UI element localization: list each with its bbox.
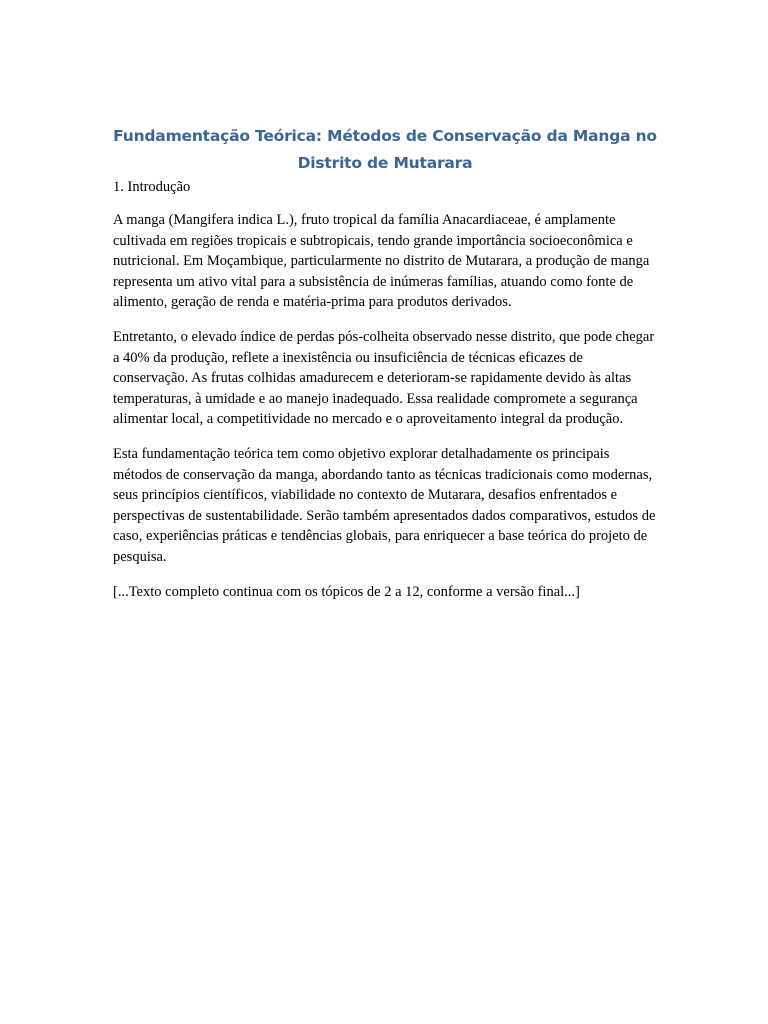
- paragraph-1: A manga (Mangifera indica L.), fruto tropical da família Anacardiaceae, é amplamente cultivada em regiões tropicais e subtropicais, tendo grande importância socioeconômica e nutricional. Em Moçambique, particularmente no distrito de Mutarara, a produção de manga representa um ativo vital para a subsistência de inúmeras famílias, atuando como fonte de alimento, geração de renda e matéria-prima para produtos derivados.: [113, 212, 650, 311]
- paragraph-2: Entretanto, o elevado índice de perdas pós-colheita observado nesse distrito, que pode chegar a 40% da produção, reflete a inexistência ou insuficiência de técnicas eficazes de conservação. As frutas colhidas amadurecem e deterioram-se rapidamente devido às altas temperaturas, à umidade e ao manejo inadequado. Essa realidade compromete a segurança alimentar local, a competitividade no mercado e o aproveitamento integral da produção.: [113, 328, 655, 428]
- paragraph-continuation-note: [...Texto completo continua com os tópicos de 2 a 12, conforme a versão final...]: [113, 583, 580, 600]
- document-title: Fundamentação Teórica: Métodos de Conservação da Manga no Distrito de Mutarara: [113, 127, 657, 172]
- section-heading-introduction: 1. Introdução: [113, 179, 191, 195]
- document-body: [113, 123, 657, 616]
- paragraph-3: Esta fundamentação teórica tem como objetivo explorar detalhadamente os principais métodos de conservação da manga, abordando tanto as técnicas tradicionais como modernas, seus princípios científicos, viabilidade no contexto de Mutarara, desafios enfrentados e perspectivas de sustentabilidade. Serão também apresentados dados comparativos, estudos de caso, experiências práticas e tendências globais, para enriquecer a base teórica do projeto de pesquisa.: [113, 445, 656, 565]
